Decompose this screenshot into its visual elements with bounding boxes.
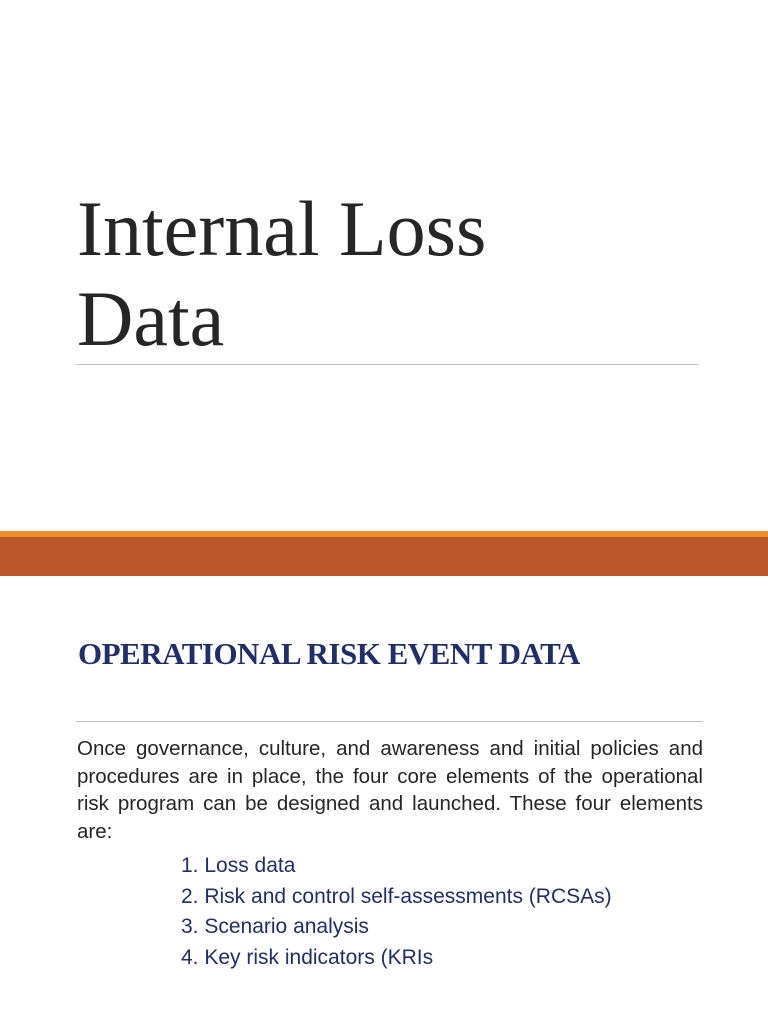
- list-item: 1. Loss data: [181, 854, 296, 877]
- slide-title-line-1: Internal Loss: [77, 185, 487, 272]
- list-item: 3. Scenario analysis: [181, 915, 369, 938]
- body-paragraph: Once governance, culture, and awareness and initial policies and procedures are in place, the four core elements of the operational risk program can be designed and launched. These four elements are:: [77, 737, 703, 843]
- title-divider: [76, 364, 698, 365]
- heading-divider: [76, 721, 703, 722]
- section-heading: OPERATIONAL RISK EVENT DATA: [78, 636, 580, 671]
- slide-title: [77, 184, 717, 364]
- slide-title-line-2: Data: [77, 275, 225, 362]
- core-elements-list: [181, 851, 612, 973]
- accent-band: [0, 537, 768, 576]
- list-item: 4. Key risk indicators (KRIs: [181, 945, 434, 969]
- list-item: 2. Risk and control self-assessments (RCSAs): [181, 884, 612, 908]
